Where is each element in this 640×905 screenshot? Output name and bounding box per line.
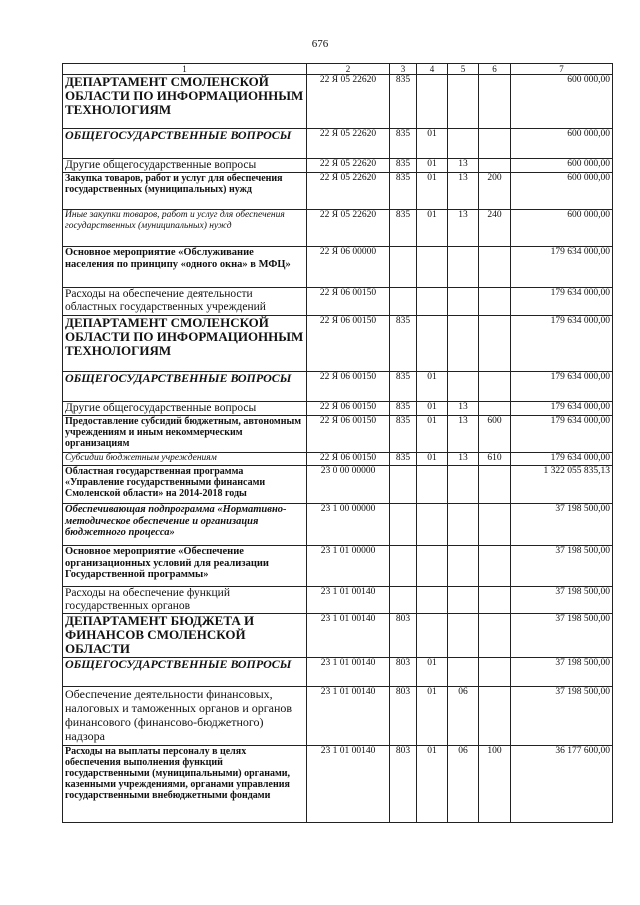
row-name-cell: Обеспечение деятельности финансовых, налоговых и таможенных органов и органов финансового (финансово-бюджетного) надзора <box>63 687 307 746</box>
row-code-cell: 23 1 01 00140 <box>307 587 390 614</box>
row-subsection-cell: 06 <box>448 687 479 746</box>
row-expense-type-cell: 100 <box>479 746 511 823</box>
row-expense-type-cell <box>479 402 511 416</box>
row-ministry-cell <box>390 247 417 288</box>
table-row <box>63 546 613 587</box>
row-name-cell: Другие общегосударственные вопросы <box>63 159 307 173</box>
row-code-cell: 22 Я 06 00000 <box>307 247 390 288</box>
row-subsection-cell: 13 <box>448 210 479 247</box>
table-row <box>63 129 613 159</box>
row-ministry-cell <box>390 288 417 316</box>
table-row <box>63 658 613 687</box>
row-name-cell: Другие общегосударственные вопросы <box>63 402 307 416</box>
row-name-cell: Расходы на выплаты персоналу в целях обеспечения выполнения функций государственными (муниципальными) органами, казенными учреждениями, органами управления государственными внебюджетными фондами <box>63 746 307 823</box>
row-subsection-cell: 13 <box>448 416 479 453</box>
row-expense-type-cell <box>479 288 511 316</box>
row-name-cell: Субсидии бюджетным учреждениям <box>63 453 307 466</box>
row-name-cell: ОБЩЕГОСУДАРСТВЕННЫЕ ВОПРОСЫ <box>63 372 307 402</box>
row-name-cell: Областная государственная программа «Управление государственными финансами Смоленской области» на 2014-2018 годы <box>63 466 307 504</box>
row-expense-type-cell <box>479 546 511 587</box>
table-row <box>63 466 613 504</box>
row-ministry-cell: 803 <box>390 614 417 658</box>
row-expense-type-cell <box>479 129 511 159</box>
column-header: 4 <box>417 64 448 75</box>
row-ministry-cell <box>390 504 417 546</box>
row-expense-type-cell <box>479 658 511 687</box>
row-ministry-cell: 835 <box>390 129 417 159</box>
row-code-cell: 22 Я 06 00150 <box>307 416 390 453</box>
table-row <box>63 173 613 210</box>
row-name-cell: Расходы на обеспечение функций государственных органов <box>63 587 307 614</box>
row-amount-cell: 600 000,00 <box>511 159 613 173</box>
row-subsection-cell: 13 <box>448 159 479 173</box>
row-name-cell: ОБЩЕГОСУДАРСТВЕННЫЕ ВОПРОСЫ <box>63 129 307 159</box>
row-expense-type-cell <box>479 75 511 129</box>
row-section-cell: 01 <box>417 372 448 402</box>
row-subsection-cell <box>448 247 479 288</box>
table-row <box>63 614 613 658</box>
row-ministry-cell: 835 <box>390 416 417 453</box>
row-subsection-cell <box>448 129 479 159</box>
column-header: 6 <box>479 64 511 75</box>
row-code-cell: 23 1 01 00140 <box>307 658 390 687</box>
row-ministry-cell: 835 <box>390 75 417 129</box>
row-subsection-cell <box>448 504 479 546</box>
row-code-cell: 22 Я 05 22620 <box>307 210 390 247</box>
row-ministry-cell: 803 <box>390 746 417 823</box>
table-row <box>63 75 613 129</box>
row-section-cell <box>417 614 448 658</box>
row-section-cell: 01 <box>417 746 448 823</box>
row-name-cell: Основное мероприятие «Обеспечение организационных условий для реализации Государственной программы» <box>63 546 307 587</box>
row-amount-cell: 600 000,00 <box>511 173 613 210</box>
row-name-cell: Иные закупки товаров, работ и услуг для обеспечения государственных (муниципальных) нужд <box>63 210 307 247</box>
table-row <box>63 372 613 402</box>
row-code-cell: 23 1 01 00140 <box>307 614 390 658</box>
row-subsection-cell <box>448 288 479 316</box>
row-ministry-cell: 835 <box>390 402 417 416</box>
row-amount-cell: 37 198 500,00 <box>511 614 613 658</box>
table-row <box>63 453 613 466</box>
row-amount-cell: 600 000,00 <box>511 210 613 247</box>
row-expense-type-cell <box>479 247 511 288</box>
row-ministry-cell: 835 <box>390 173 417 210</box>
row-section-cell: 01 <box>417 159 448 173</box>
row-expense-type-cell <box>479 316 511 372</box>
row-name-cell: ДЕПАРТАМЕНТ СМОЛЕНСКОЙ ОБЛАСТИ ПО ИНФОРМАЦИОННЫМ ТЕХНОЛОГИЯМ <box>63 316 307 372</box>
row-section-cell <box>417 504 448 546</box>
column-header: 1 <box>63 64 307 75</box>
row-ministry-cell: 835 <box>390 316 417 372</box>
table-row <box>63 687 613 746</box>
row-code-cell: 22 Я 06 00150 <box>307 316 390 372</box>
row-subsection-cell: 13 <box>448 453 479 466</box>
row-expense-type-cell <box>479 504 511 546</box>
row-subsection-cell <box>448 546 479 587</box>
row-code-cell: 22 Я 05 22620 <box>307 75 390 129</box>
table-row <box>63 210 613 247</box>
row-subsection-cell <box>448 614 479 658</box>
row-expense-type-cell <box>479 466 511 504</box>
row-code-cell: 23 0 00 00000 <box>307 466 390 504</box>
row-ministry-cell: 803 <box>390 658 417 687</box>
row-section-cell <box>417 546 448 587</box>
row-subsection-cell <box>448 75 479 129</box>
table-row <box>63 587 613 614</box>
column-header: 3 <box>390 64 417 75</box>
row-section-cell: 01 <box>417 402 448 416</box>
row-ministry-cell: 835 <box>390 372 417 402</box>
row-subsection-cell <box>448 466 479 504</box>
table-row <box>63 316 613 372</box>
row-amount-cell: 1 322 055 835,13 <box>511 466 613 504</box>
row-expense-type-cell: 200 <box>479 173 511 210</box>
row-amount-cell: 179 634 000,00 <box>511 453 613 466</box>
row-amount-cell: 36 177 600,00 <box>511 746 613 823</box>
row-section-cell <box>417 316 448 372</box>
row-amount-cell: 37 198 500,00 <box>511 504 613 546</box>
row-section-cell: 01 <box>417 210 448 247</box>
row-section-cell <box>417 75 448 129</box>
row-section-cell <box>417 587 448 614</box>
row-code-cell: 22 Я 05 22620 <box>307 159 390 173</box>
row-amount-cell: 37 198 500,00 <box>511 587 613 614</box>
table-row <box>63 416 613 453</box>
row-code-cell: 22 Я 06 00150 <box>307 372 390 402</box>
row-expense-type-cell <box>479 587 511 614</box>
table-row <box>63 159 613 173</box>
row-subsection-cell <box>448 658 479 687</box>
table-row <box>63 247 613 288</box>
row-section-cell: 01 <box>417 173 448 210</box>
row-section-cell: 01 <box>417 687 448 746</box>
row-ministry-cell <box>390 466 417 504</box>
row-subsection-cell <box>448 587 479 614</box>
row-code-cell: 22 Я 06 00150 <box>307 288 390 316</box>
table-row <box>63 288 613 316</box>
row-amount-cell: 600 000,00 <box>511 75 613 129</box>
row-ministry-cell <box>390 587 417 614</box>
row-amount-cell: 179 634 000,00 <box>511 372 613 402</box>
row-expense-type-cell: 610 <box>479 453 511 466</box>
row-expense-type-cell <box>479 687 511 746</box>
row-section-cell: 01 <box>417 416 448 453</box>
row-name-cell: ДЕПАРТАМЕНТ СМОЛЕНСКОЙ ОБЛАСТИ ПО ИНФОРМАЦИОННЫМ ТЕХНОЛОГИЯМ <box>63 75 307 129</box>
row-expense-type-cell: 240 <box>479 210 511 247</box>
row-name-cell: ДЕПАРТАМЕНТ БЮДЖЕТА И ФИНАНСОВ СМОЛЕНСКОЙ ОБЛАСТИ <box>63 614 307 658</box>
row-code-cell: 23 1 01 00140 <box>307 746 390 823</box>
row-amount-cell: 179 634 000,00 <box>511 402 613 416</box>
row-amount-cell: 179 634 000,00 <box>511 247 613 288</box>
budget-table <box>62 63 613 823</box>
row-expense-type-cell <box>479 159 511 173</box>
row-name-cell: Основное мероприятие «Обслуживание населения по принципу «одного окна» в МФЦ» <box>63 247 307 288</box>
row-ministry-cell: 803 <box>390 687 417 746</box>
row-name-cell: Закупка товаров, работ и услуг для обеспечения государственных (муниципальных) нужд <box>63 173 307 210</box>
row-subsection-cell: 06 <box>448 746 479 823</box>
row-amount-cell: 179 634 000,00 <box>511 416 613 453</box>
row-code-cell: 22 Я 05 22620 <box>307 173 390 210</box>
row-name-cell: Предоставление субсидий бюджетным, автономным учреждениям и иным некоммерческим организациям <box>63 416 307 453</box>
row-amount-cell: 37 198 500,00 <box>511 658 613 687</box>
row-subsection-cell <box>448 372 479 402</box>
row-section-cell <box>417 288 448 316</box>
page-number: 676 <box>311 38 329 50</box>
row-code-cell: 22 Я 05 22620 <box>307 129 390 159</box>
row-section-cell: 01 <box>417 453 448 466</box>
row-amount-cell: 600 000,00 <box>511 129 613 159</box>
row-amount-cell: 179 634 000,00 <box>511 316 613 372</box>
row-name-cell: Расходы на обеспечение деятельности областных государственных учреждений <box>63 288 307 316</box>
table-header-row <box>63 64 613 75</box>
row-section-cell <box>417 466 448 504</box>
row-subsection-cell: 13 <box>448 173 479 210</box>
column-header: 7 <box>511 64 613 75</box>
row-code-cell: 23 1 01 00140 <box>307 687 390 746</box>
row-amount-cell: 37 198 500,00 <box>511 546 613 587</box>
row-section-cell <box>417 247 448 288</box>
row-name-cell: Обеспечивающая подпрограмма «Нормативно-методическое обеспечение и организация бюджетного процесса» <box>63 504 307 546</box>
row-section-cell: 01 <box>417 658 448 687</box>
row-ministry-cell: 835 <box>390 453 417 466</box>
row-code-cell: 22 Я 06 00150 <box>307 402 390 416</box>
row-code-cell: 22 Я 06 00150 <box>307 453 390 466</box>
row-subsection-cell <box>448 316 479 372</box>
table-row <box>63 746 613 823</box>
row-expense-type-cell <box>479 614 511 658</box>
row-subsection-cell: 13 <box>448 402 479 416</box>
row-expense-type-cell <box>479 372 511 402</box>
table-row <box>63 402 613 416</box>
row-section-cell: 01 <box>417 129 448 159</box>
row-expense-type-cell: 600 <box>479 416 511 453</box>
column-header: 2 <box>307 64 390 75</box>
row-ministry-cell <box>390 546 417 587</box>
row-ministry-cell: 835 <box>390 159 417 173</box>
row-code-cell: 23 1 01 00000 <box>307 546 390 587</box>
table-row <box>63 504 613 546</box>
row-amount-cell: 179 634 000,00 <box>511 288 613 316</box>
column-header: 5 <box>448 64 479 75</box>
row-amount-cell: 37 198 500,00 <box>511 687 613 746</box>
row-name-cell: ОБЩЕГОСУДАРСТВЕННЫЕ ВОПРОСЫ <box>63 658 307 687</box>
row-ministry-cell: 835 <box>390 210 417 247</box>
row-code-cell: 23 1 00 00000 <box>307 504 390 546</box>
